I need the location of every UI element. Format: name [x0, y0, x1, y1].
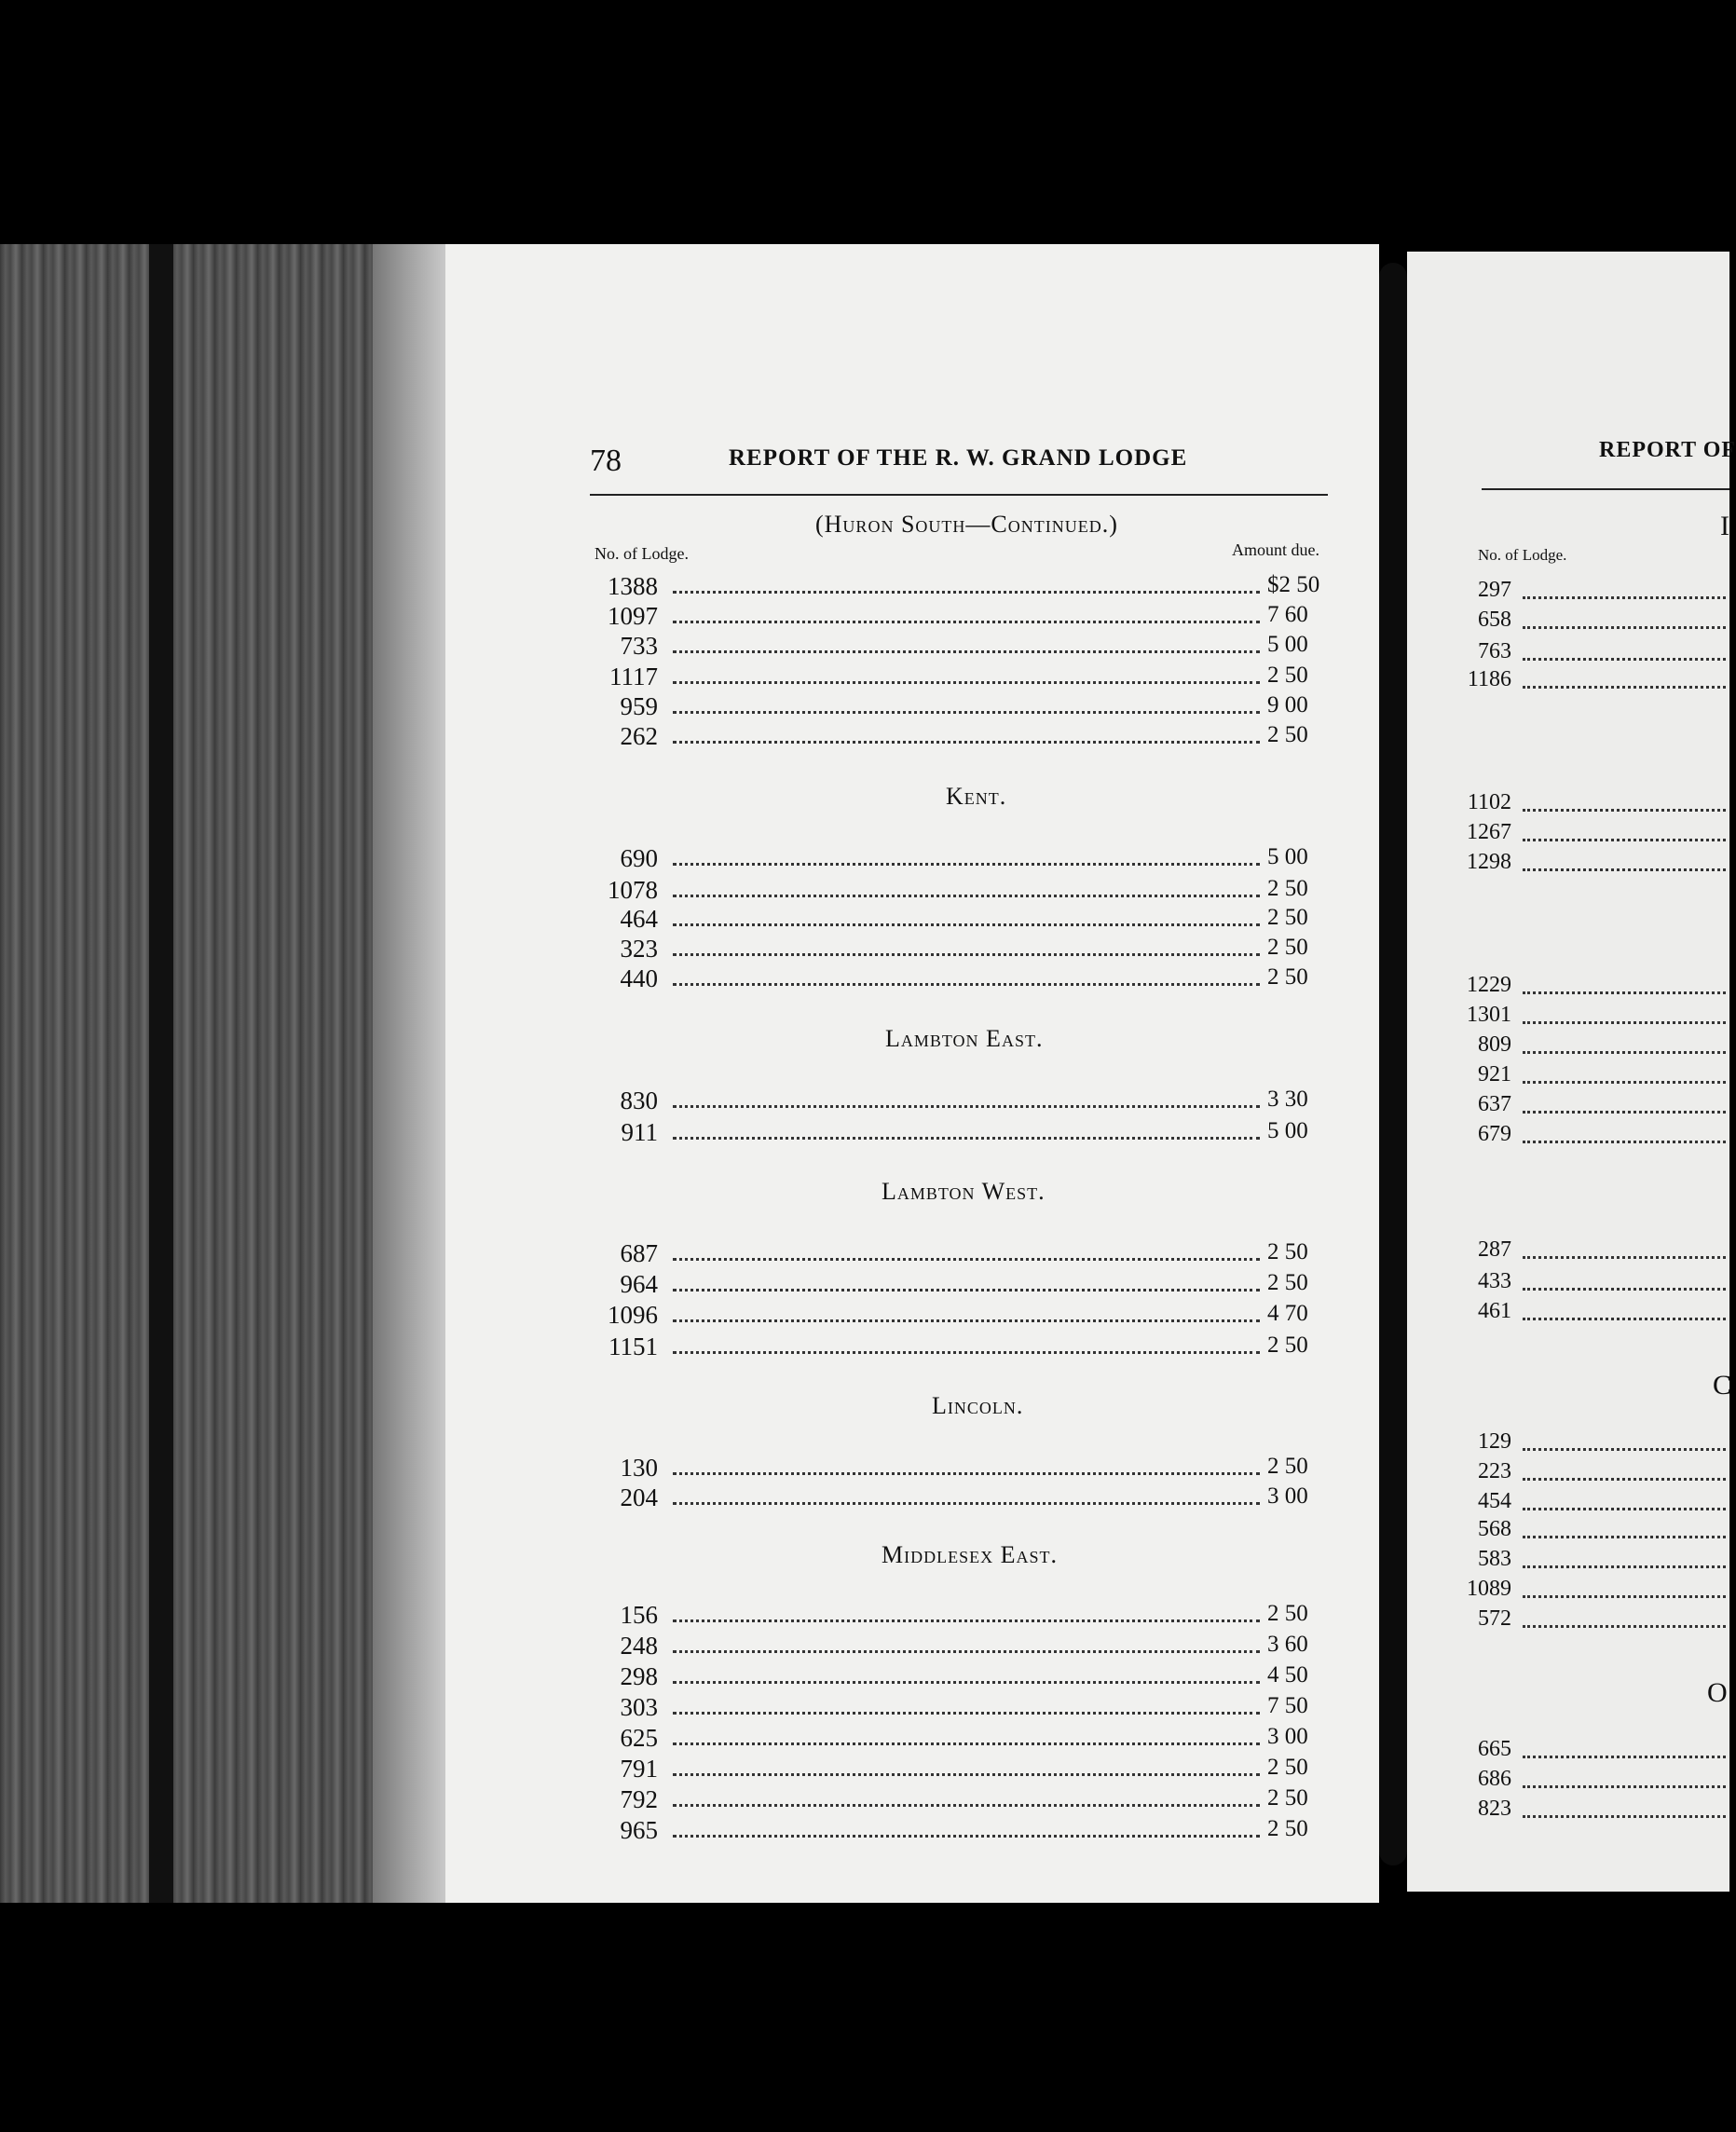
table-row [578, 844, 1342, 874]
right-table-row [1454, 1547, 1728, 1577]
table-row [578, 1454, 1342, 1483]
lodge-number: 303 [620, 1693, 658, 1721]
amount-due: 2 50 [1267, 905, 1308, 930]
amount-due: 3 00 [1267, 1483, 1308, 1509]
right-table-row [1454, 1797, 1728, 1826]
dot-leader [1523, 868, 1726, 871]
lodge-number: 156 [620, 1601, 658, 1629]
table-row [578, 1785, 1342, 1815]
lodge-number: 911 [621, 1118, 658, 1146]
table-row [578, 1270, 1342, 1300]
lodge-number: 583 [1478, 1547, 1511, 1571]
lodge-number: 1097 [608, 602, 658, 630]
lodge-number: 1298 [1467, 850, 1511, 874]
lodge-number: 965 [620, 1816, 658, 1844]
lodge-number: 665 [1478, 1737, 1511, 1761]
page-number: 78 [590, 444, 622, 478]
dot-leader [673, 1137, 1260, 1140]
lodge-number: 572 [1478, 1606, 1511, 1631]
table-row [578, 1086, 1342, 1116]
lodge-number: 1078 [608, 876, 658, 904]
page-edge-highlight [373, 244, 445, 1903]
amount-due: 2 50 [1267, 964, 1308, 990]
dot-leader [673, 895, 1260, 897]
dot-leader [1523, 686, 1726, 689]
lodge-number: 1229 [1467, 973, 1511, 997]
dot-leader [1523, 1081, 1726, 1084]
section-heading: (Huron South—Continued.) [815, 511, 1118, 538]
lodge-number: 248 [620, 1632, 658, 1660]
lodge-number: 921 [1478, 1062, 1511, 1086]
column-header-lodge-number: No. of Lodge. [595, 544, 689, 563]
dot-leader [1523, 1111, 1726, 1114]
lodge-number: 809 [1478, 1032, 1511, 1057]
lodge-number: 568 [1478, 1517, 1511, 1541]
dot-leader [1523, 658, 1726, 661]
section-heading: Lincoln. [932, 1392, 1024, 1419]
lodge-number: 262 [620, 722, 658, 750]
table-row [578, 572, 1342, 602]
table-row [578, 1332, 1342, 1362]
right-table-row [1454, 1237, 1728, 1267]
right-table-row [1454, 850, 1728, 880]
amount-due: 2 50 [1267, 1755, 1308, 1780]
right-table-row [1454, 1032, 1728, 1062]
table-row [578, 1301, 1342, 1331]
dot-leader [1523, 1141, 1726, 1143]
dot-leader [1523, 1785, 1726, 1788]
amount-due: 2 50 [1267, 1332, 1308, 1358]
amount-due: 5 00 [1267, 844, 1308, 869]
amount-due: 3 30 [1267, 1086, 1308, 1112]
dot-leader [1523, 809, 1726, 812]
lodge-number: 792 [620, 1785, 658, 1813]
amount-due: 2 50 [1267, 935, 1308, 960]
lodge-number: 223 [1478, 1459, 1511, 1483]
amount-due: 3 00 [1267, 1724, 1308, 1749]
amount-due: 3 60 [1267, 1632, 1308, 1657]
section-heading: Lambton West. [882, 1178, 1046, 1205]
dot-leader [673, 983, 1260, 986]
table-row [578, 1118, 1342, 1148]
lodge-number: 625 [620, 1724, 658, 1752]
right-section-heading: O [1707, 1677, 1729, 1708]
right-section-heading: C [1713, 1370, 1733, 1401]
table-row [578, 876, 1342, 906]
dot-leader [673, 1620, 1260, 1622]
lodge-number: 440 [620, 964, 658, 992]
dot-leader [673, 1742, 1260, 1745]
dot-leader [673, 650, 1260, 653]
book-gutter [1379, 263, 1407, 1866]
right-header-rule [1482, 488, 1729, 490]
amount-due: 2 50 [1267, 722, 1308, 747]
amount-due: 2 50 [1267, 876, 1308, 901]
section-heading: Kent. [946, 783, 1007, 810]
lodge-number: 1267 [1467, 820, 1511, 844]
dot-leader [1523, 626, 1726, 629]
right-table-row [1454, 1517, 1728, 1547]
amount-due: 5 00 [1267, 632, 1308, 657]
dot-leader [673, 1650, 1260, 1653]
lodge-number: 433 [1478, 1269, 1511, 1293]
dot-leader [1523, 1536, 1726, 1538]
section-heading: Middlesex East. [882, 1541, 1058, 1568]
lodge-number: 1151 [608, 1332, 658, 1360]
right-table-row [1454, 1577, 1728, 1606]
table-row [578, 905, 1342, 935]
dot-leader [673, 953, 1260, 956]
lodge-number: 823 [1478, 1797, 1511, 1821]
lodge-number: 1089 [1467, 1577, 1511, 1601]
right-page-running-head: REPORT OF [1599, 438, 1736, 462]
right-table-row [1454, 1122, 1728, 1152]
dot-leader [673, 1289, 1260, 1292]
section-heading: Lambton East. [885, 1025, 1044, 1052]
amount-due: $2 50 [1267, 572, 1320, 597]
dot-leader [673, 591, 1260, 594]
dot-leader [1523, 1021, 1726, 1024]
table-row [578, 1816, 1342, 1846]
header-rule [590, 494, 1328, 496]
dot-leader [673, 1773, 1260, 1776]
table-row [578, 722, 1342, 752]
right-table-row [1454, 1767, 1728, 1797]
dot-leader [673, 1804, 1260, 1807]
amount-due: 2 50 [1267, 1601, 1308, 1626]
lodge-number: 130 [620, 1454, 658, 1482]
dot-leader [1523, 596, 1726, 599]
lodge-number: 461 [1478, 1299, 1511, 1323]
amount-due: 9 00 [1267, 692, 1308, 718]
dot-leader [673, 1835, 1260, 1838]
table-row [578, 1483, 1342, 1513]
table-row [578, 1755, 1342, 1784]
dot-leader [1523, 1256, 1726, 1259]
lodge-number: 658 [1478, 608, 1511, 632]
lodge-number: 1117 [609, 663, 658, 690]
table-row [578, 1239, 1342, 1269]
right-table-row [1454, 1299, 1728, 1329]
lodge-number: 287 [1478, 1237, 1511, 1262]
lodge-number: 791 [620, 1755, 658, 1783]
amount-due: 2 50 [1267, 1270, 1308, 1295]
right-table-row [1454, 973, 1728, 1003]
lodge-number: 830 [620, 1086, 658, 1114]
dot-leader [673, 1502, 1260, 1505]
right-table-row [1454, 1429, 1728, 1459]
right-table-row [1454, 1459, 1728, 1489]
dot-leader [1523, 1448, 1726, 1451]
dot-leader [1523, 1508, 1726, 1510]
dot-leader [673, 1472, 1260, 1475]
lodge-number: 1096 [608, 1301, 658, 1329]
right-section-heading: I [1720, 511, 1730, 541]
dot-leader [1523, 1815, 1726, 1818]
lodge-number: 637 [1478, 1092, 1511, 1116]
dot-leader [673, 1319, 1260, 1322]
right-table-row [1454, 1606, 1728, 1636]
lodge-number: 129 [1478, 1429, 1511, 1454]
dot-leader [673, 1105, 1260, 1108]
column-header-amount-due: Amount due. [1232, 540, 1319, 559]
amount-due: 4 50 [1267, 1662, 1308, 1688]
right-table-row [1454, 1062, 1728, 1092]
right-table-row [1454, 820, 1728, 850]
running-head: REPORT OF THE R. W. GRAND LODGE [729, 445, 1188, 471]
dot-leader [1523, 1478, 1726, 1481]
dot-leader [1523, 1756, 1726, 1758]
table-row [578, 935, 1342, 964]
dot-leader [673, 1681, 1260, 1684]
lodge-number: 679 [1478, 1122, 1511, 1146]
amount-due: 5 00 [1267, 1118, 1308, 1143]
right-table-row [1454, 639, 1728, 669]
dot-leader [673, 1258, 1260, 1261]
table-row [578, 632, 1342, 662]
lodge-number: 763 [1478, 639, 1511, 663]
amount-due: 7 50 [1267, 1693, 1308, 1718]
table-row [578, 602, 1342, 632]
right-table-row [1454, 1489, 1728, 1519]
dot-leader [1523, 1595, 1726, 1598]
lodge-number: 1102 [1467, 790, 1511, 814]
dot-leader [673, 741, 1260, 744]
lodge-number: 1301 [1467, 1003, 1511, 1027]
right-column-header-lodge-number: No. of Lodge. [1478, 546, 1567, 564]
table-row [578, 663, 1342, 692]
lodge-number: 687 [620, 1239, 658, 1267]
right-table-row [1454, 1269, 1728, 1299]
lodge-number: 686 [1478, 1767, 1511, 1791]
dot-leader [1523, 839, 1726, 841]
dot-leader [1523, 1565, 1726, 1568]
dot-leader [1523, 991, 1726, 994]
table-row [578, 1724, 1342, 1754]
dot-leader [1523, 1625, 1726, 1628]
lodge-number: 733 [620, 632, 658, 660]
lodge-number: 690 [620, 844, 658, 872]
table-row [578, 1693, 1342, 1723]
table-row [578, 964, 1342, 994]
right-table-row [1454, 1092, 1728, 1122]
lodge-number: 323 [620, 935, 658, 963]
amount-due: 2 50 [1267, 1816, 1308, 1841]
dot-leader [673, 863, 1260, 866]
right-table-row [1454, 578, 1728, 608]
lodge-number: 959 [620, 692, 658, 720]
table-row [578, 1662, 1342, 1692]
amount-due: 2 50 [1267, 1239, 1308, 1264]
lodge-number: 964 [620, 1270, 658, 1298]
lodge-number: 1186 [1467, 667, 1511, 691]
dot-leader [673, 711, 1260, 714]
dot-leader [1523, 1051, 1726, 1054]
lodge-number: 297 [1478, 578, 1511, 602]
lodge-number: 464 [620, 905, 658, 933]
right-table-row [1454, 608, 1728, 637]
lodge-number: 298 [620, 1662, 658, 1690]
dot-leader [1523, 1318, 1726, 1320]
amount-due: 4 70 [1267, 1301, 1308, 1326]
right-table-row [1454, 1737, 1728, 1767]
table-row [578, 1632, 1342, 1661]
amount-due: 2 50 [1267, 1785, 1308, 1811]
amount-due: 2 50 [1267, 663, 1308, 688]
right-table-row [1454, 1003, 1728, 1032]
right-table-row [1454, 667, 1728, 697]
lodge-number: 454 [1478, 1489, 1511, 1513]
lodge-number: 204 [620, 1483, 658, 1511]
dot-leader [673, 621, 1260, 623]
dot-leader [673, 1351, 1260, 1354]
lodge-number: 1388 [608, 572, 658, 600]
table-row [578, 692, 1342, 722]
right-table-row [1454, 790, 1728, 820]
amount-due: 7 60 [1267, 602, 1308, 627]
dot-leader [673, 923, 1260, 926]
dot-leader [673, 681, 1260, 684]
table-row [578, 1601, 1342, 1631]
amount-due: 2 50 [1267, 1454, 1308, 1479]
book-page-edges [0, 244, 445, 1903]
dot-leader [673, 1712, 1260, 1715]
dot-leader [1523, 1288, 1726, 1291]
